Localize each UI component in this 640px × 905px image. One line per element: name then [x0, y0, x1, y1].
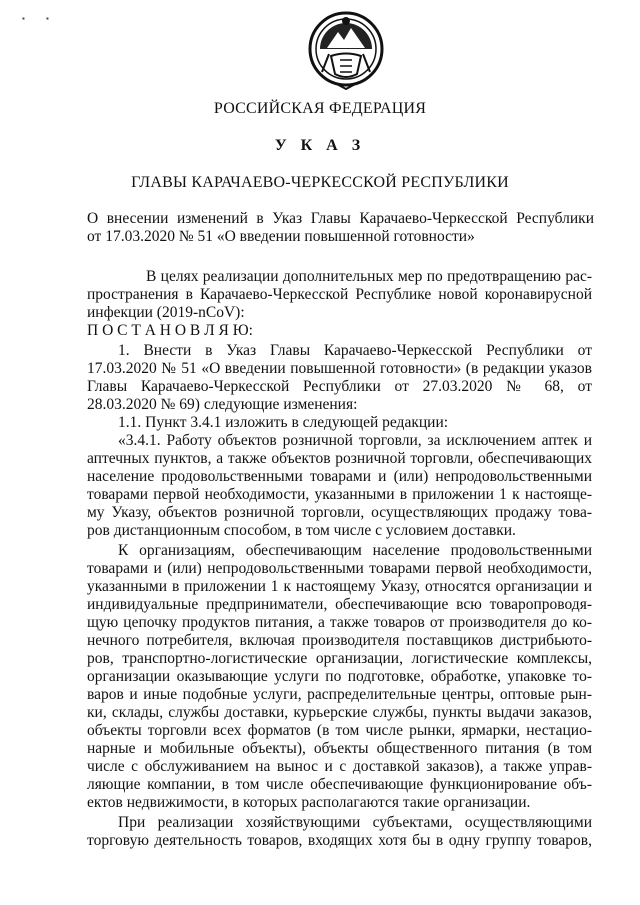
paragraph-line: При реализации хозяйствующими субъектами, осуществляющими — [118, 814, 592, 831]
paragraph-line: ляющие компании, в том числе обеспечивающие функционирование объ- — [87, 776, 592, 793]
paragraph-line: индивидуальные предприниматели, обеспечивающие всю товаропроводя- — [87, 596, 592, 613]
paragraph-line: варов и иные подобные услуги, распределительные центры, оптовые рын- — [87, 686, 592, 703]
issuer-heading: ГЛАВЫ КАРАЧАЕВО-ЧЕРКЕССКОЙ РЕСПУБЛИКИ — [131, 174, 509, 191]
paragraph-line: 17.03.2020 № 51 «О введении повышенной готовности» (в редакции указов — [87, 360, 592, 377]
coat-of-arms-icon — [307, 10, 385, 92]
subject-line: О внесении изменений в Указ Главы Карачаево-Черкесской Республики — [87, 210, 594, 227]
decree-verb: П О С Т А Н О В Л Я Ю: — [87, 322, 253, 339]
paragraph-line: объекты торговли всех форматов (в том числе рынки, ярмарки, нестацио- — [87, 722, 592, 739]
paragraph-line: Главы Карачаево-Черкесской Республики от 27.03.2020 № 68, от — [87, 378, 592, 395]
scan-dot: ▪ — [46, 14, 49, 23]
paragraph-line: 1. Внести в Указ Главы Карачаево-Черкесской Республики от — [118, 342, 592, 359]
paragraph-line: указанными в приложении 1 к настоящему Указу, относятся организации и — [87, 578, 592, 595]
paragraph-line: ров дистанционным способом, в том числе с условием доставки. — [87, 522, 516, 539]
document-type: У К А З — [274, 137, 366, 154]
paragraph-line: население продовольственными товарами и (или) непродовольственными — [87, 468, 592, 485]
paragraph-line: числе с обслуживанием на вынос и с доставкой заказов), а также управ- — [87, 758, 592, 775]
scan-dot: ▪ — [22, 14, 25, 23]
paragraph-line: му Указу, объектов розничной торговли, осуществляющих продажу това- — [87, 504, 592, 521]
paragraph-line: 28.03.2020 № 69) следующие изменения: — [87, 396, 358, 413]
paragraph-line: нечного потребителя, включая производителя поставщиков дистрибьюто- — [87, 632, 592, 649]
paragraph-line: инфекции (2019-nCoV): — [87, 304, 245, 321]
paragraph-line: товарами и (или) непродовольственными товарами первой необходимости, — [87, 560, 592, 577]
paragraph-line: организации оказывающие услуги по подготовке, обработке, упаковке то- — [87, 668, 592, 685]
paragraph-line: ки, склады, службы доставки, курьерские службы, пункты выдачи заказов, — [87, 704, 592, 721]
paragraph-line: нарные и мобильные объекты), объекты общественного питания (в том — [87, 740, 592, 757]
paragraph-line: К организациям, обеспечивающим население продовольственными — [118, 542, 592, 559]
paragraph-line: торговую деятельность товаров, входящих хотя бы в одну группу товаров, — [87, 832, 592, 849]
paragraph-line: товарами первой необходимости, указанными в приложении 1 к настояще- — [87, 486, 592, 503]
paragraph-line: пространения в Карачаево-Черкесской Республике новой коронавирусной — [87, 286, 592, 303]
paragraph-line: ров, транспортно-логистические организации, логистические комплексы, — [87, 650, 592, 667]
paragraph-line: 1.1. Пункт 3.4.1 изложить в следующей редакции: — [118, 414, 449, 431]
paragraph-line: щую цепочку продуктов питания, а также товаров от производителя до ко- — [87, 614, 592, 631]
country-heading: РОССИЙСКАЯ ФЕДЕРАЦИЯ — [213, 100, 427, 117]
subject-line: от 17.03.2020 № 51 «О введении повышенной готовности» — [87, 228, 475, 245]
paragraph-line: В целях реализации дополнительных мер по предотвращению рас- — [146, 268, 592, 285]
paragraph-line: «3.4.1. Работу объектов розничной торговли, за исключением аптек и — [118, 432, 592, 449]
paragraph-line: аптечных пунктов, а также объектов розничной торговли, обеспечивающих — [87, 450, 592, 467]
paragraph-line: ектов недвижимости, в которых располагаются такие организации. — [87, 794, 531, 811]
